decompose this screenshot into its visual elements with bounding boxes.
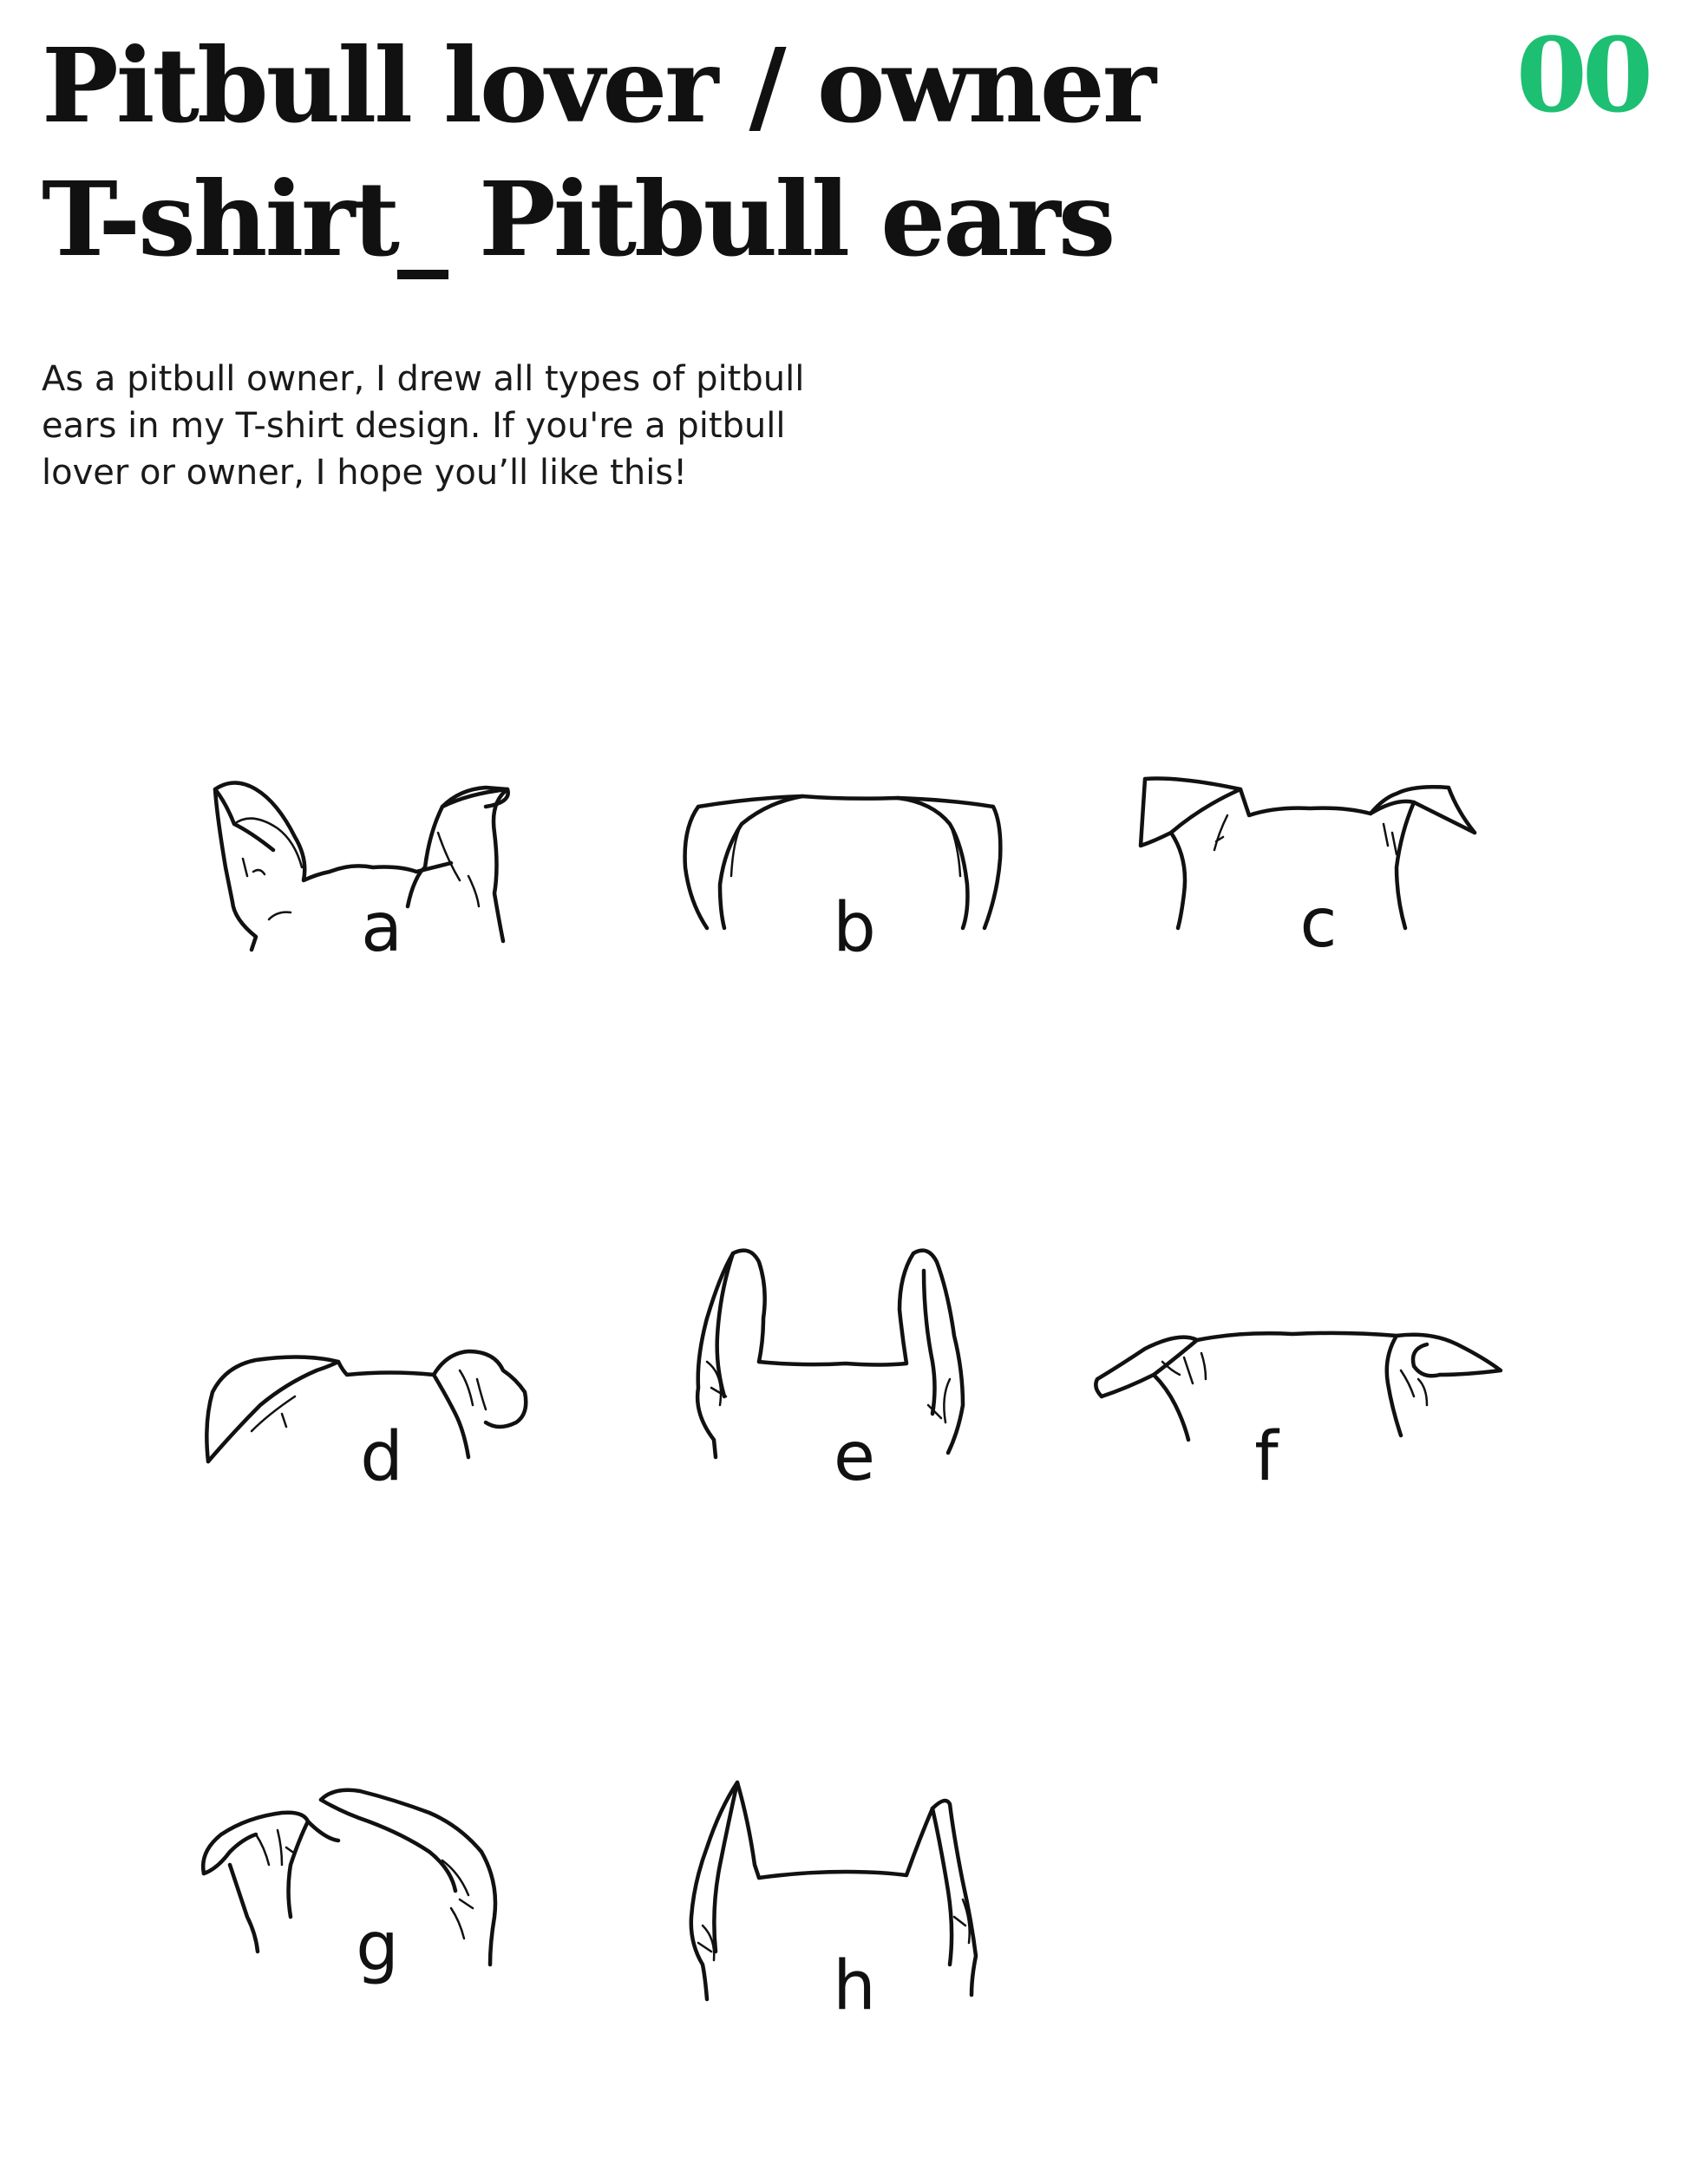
ear-type-d [200,1284,564,1509]
ear-type-f [1084,1284,1449,1509]
ear-label-g: g [356,1908,399,1986]
page-title [42,19,1256,286]
ear-label-a: a [361,889,402,967]
intro-paragraph [42,356,874,496]
ear-label-h: h [833,1947,876,2025]
intro-line-1: As a pitbull owner, I drew all types of pitbull [42,359,805,399]
page-number: 00 [1515,15,1648,135]
ear-type-a [200,763,564,989]
ear-label-f: f [1254,1418,1279,1496]
ear-type-h [672,1769,1037,2025]
intro-line-3: lover or owner, I hope you’ll like this! [42,453,688,493]
ear-label-c: c [1299,885,1338,963]
title-line-1: Pitbull lover / owner [42,25,1155,146]
ear-label-d: d [360,1418,403,1496]
title-line-2: T-shirt_ Pitbull ears [42,159,1114,279]
ear-label-b: b [833,889,876,967]
ear-type-b [672,763,1037,989]
intro-line-2: ears in my T-shirt design. If you're a pitbull [42,406,786,446]
ear-label-e: e [834,1418,875,1496]
ear-type-g [195,1769,559,1995]
ear-type-c [1136,763,1501,989]
ear-type-e [672,1223,1037,1496]
